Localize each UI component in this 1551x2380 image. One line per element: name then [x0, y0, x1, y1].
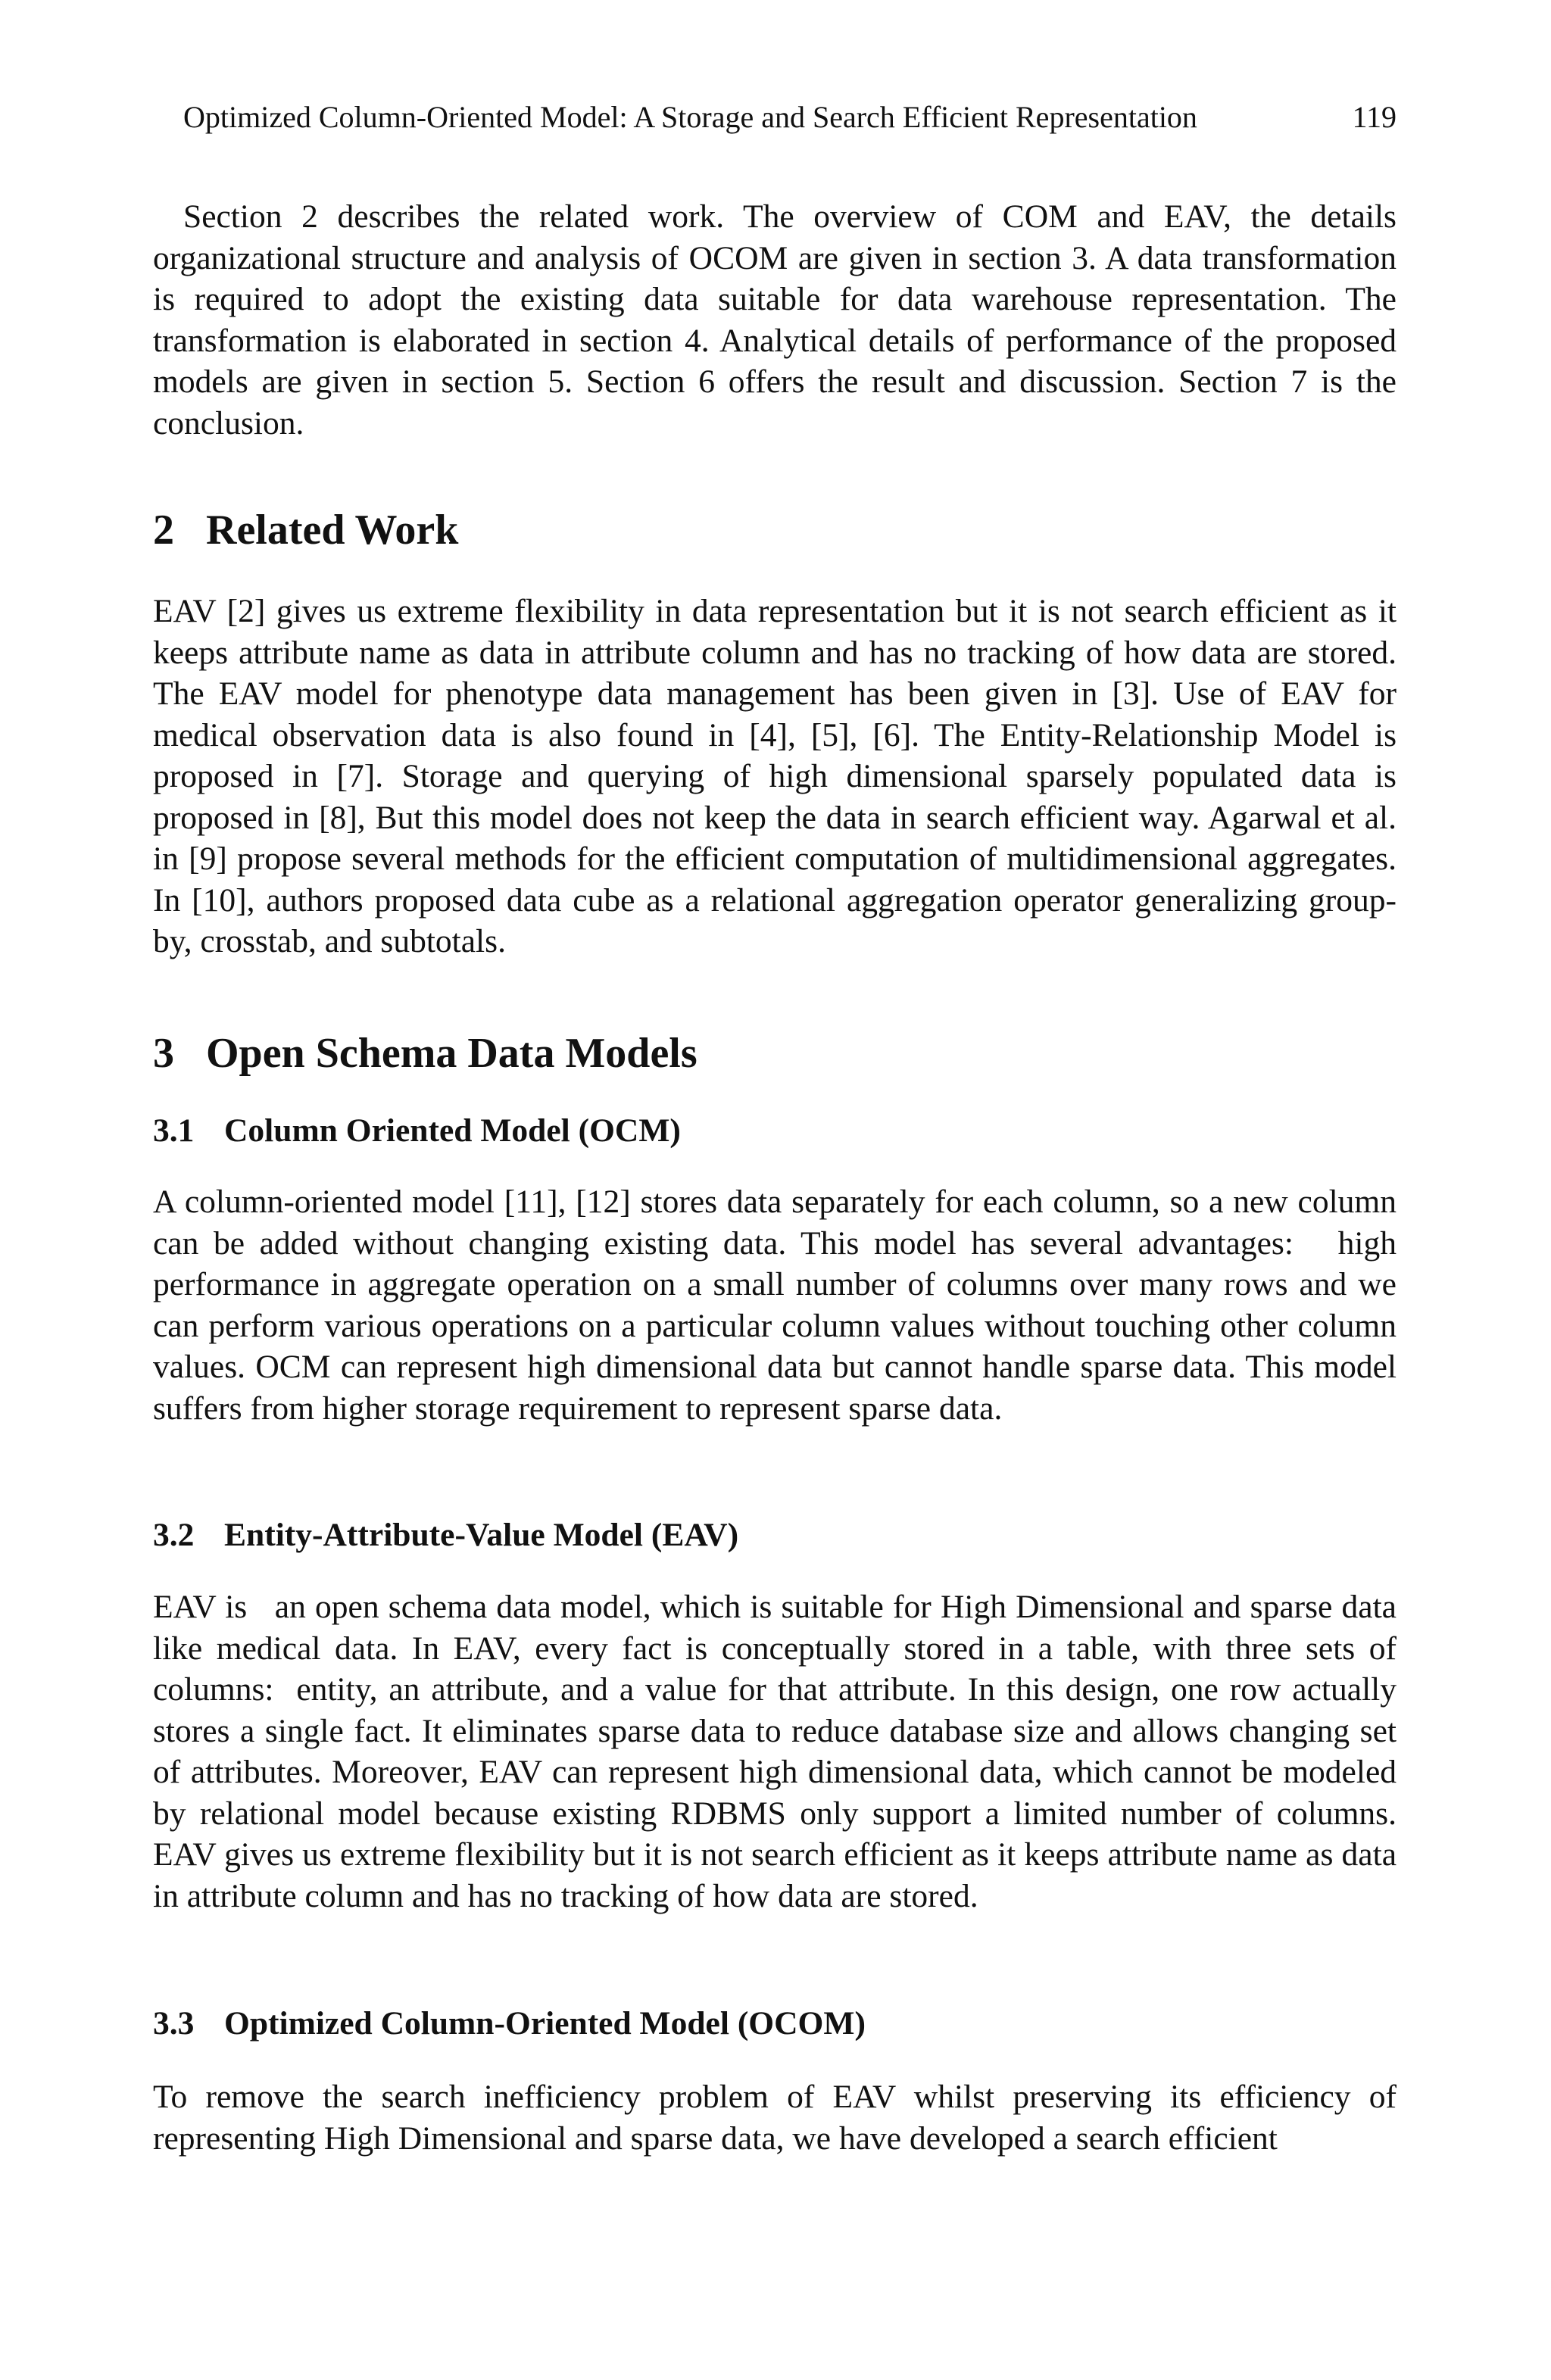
intro-paragraph: Section 2 describes the related work. The overview of COM and EAV, the details organizational structure and analysis of OCOM are given in section 3. A data transformation is required to adopt the existing data suitable for data warehouse representation. The transformation is elaborated in section 4. Analytical details of performance of the proposed models are given in section 5. Section 6 offers the result and discussion. Section 7 is the conclusion.: [153, 198, 1397, 441]
running-head: [183, 98, 1397, 136]
subsection-number: 3.2: [153, 1517, 195, 1553]
subsection-3-1-body: [153, 1181, 1397, 1429]
section-number: 3: [153, 1030, 174, 1077]
subsection-number: 3.1: [153, 1112, 195, 1149]
subsection-title: Column Oriented Model (OCM): [224, 1112, 681, 1149]
section-number: 2: [153, 507, 174, 554]
subsection-number: 3.3: [153, 2005, 195, 2042]
page-number: 119: [1352, 100, 1397, 134]
ocom-paragraph: To remove the search inefficiency problem of EAV whilst preserving its efficiency of representing High Dimensional and sparse data, we have developed a search efficient: [153, 2079, 1397, 2157]
subsection-3-2-heading: [153, 1514, 738, 1555]
subsection-3-1-heading: [153, 1110, 681, 1151]
running-head-title: Optimized Column-Oriented Model: A Storage and Search Efficient Representation: [183, 100, 1197, 134]
subsection-3-3-heading: [153, 2003, 866, 2044]
eav-paragraph: EAV is an open schema data model, which is suitable for High Dimensional and sparse data like medical data. In EAV, every fact is conceptually stored in a table, with three sets of columns: entity, an attribute, and a value for that attribute. In this design, one row actually stores a single fact. It eliminates sparse data to reduce database size and allows changing set of attributes. Moreover, EAV can represent high dimensional data, which cannot be modeled by relational model because existing RDBMS only support a limited number of columns. EAV gives us extreme flexibility but it is not search efficient as it keeps attribute name as data in attribute column and has no tracking of how data are stored.: [153, 1589, 1397, 1914]
subsection-title: Entity-Attribute-Value Model (EAV): [224, 1517, 739, 1553]
related-work-paragraph: EAV [2] gives us extreme flexibility in data representation but it is not search efficient as it keeps attribute name as data in attribute column and has no tracking of how data are stored. The EAV model for phenotype data management has been given in [3]. Use of EAV for medical observation data is also found in [4], [5], [6]. The Entity-Relationship Model is proposed in [7]. Storage and querying of high dimensional sparsely populated data is proposed in [8], But this model does not keep the data in search efficient way. Agarwal et al. in [9] propose several methods for the efficient computation of multidimensional aggregates. In [10], authors proposed data cube as a relational aggregation operator generalizing group-by, crosstab, and subtotals.: [153, 593, 1397, 959]
subsection-3-3-body: [153, 2076, 1397, 2159]
subsection-title: Optimized Column-Oriented Model (OCOM): [224, 2005, 866, 2042]
section-title: Open Schema Data Models: [206, 1030, 697, 1077]
section-3-heading: [153, 1028, 697, 1078]
section-title: Related Work: [206, 507, 459, 554]
section-2-body: [153, 591, 1397, 962]
section-2-heading: [153, 505, 458, 555]
intro-block: [153, 196, 1397, 444]
ocm-paragraph: A column-oriented model [11], [12] stores data separately for each column, so a new column can be added without changing existing data. This model has several advantages: high performance in aggregate operation on a small number of columns over many rows and we can perform various operations on a particular column values without touching other column values. OCM can represent high dimensional data but cannot handle sparse data. This model suffers from higher storage requirement to represent sparse data.: [153, 1184, 1397, 1427]
subsection-3-2-body: [153, 1586, 1397, 1917]
